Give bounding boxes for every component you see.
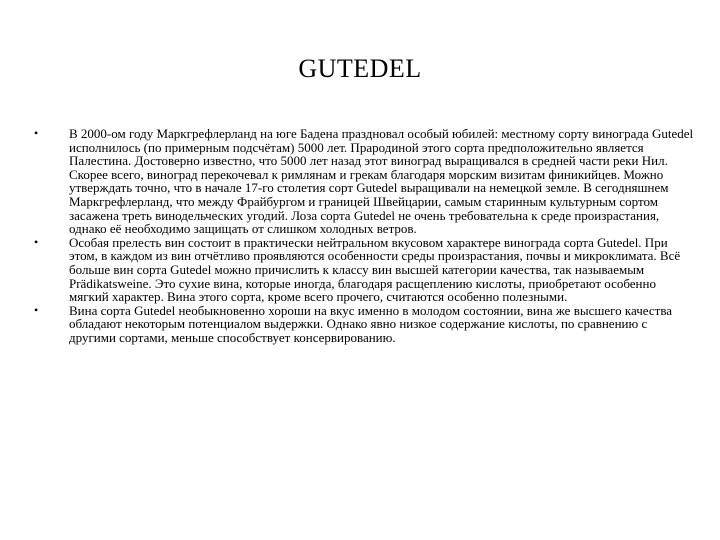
bullet-item-origin <box>34 127 694 236</box>
bullet-item-character <box>34 236 694 304</box>
bullet-dot-icon: • <box>34 234 39 249</box>
bullet-text-character: Особая прелесть вин состоит в практически нейтральном вкусовом характере винограда сорта Gutedel. При этом, в каждом из вин отчётливо проявляются особенности среды произрастания, почвы и микроклимата. Всё больше вин сорта Gutedel можно причислить к классу вин высшей категории качества, так называемым Prädikatsweine. Это сухие вина, которые иногда, благодаря расщеплению кислоты, приобретают особенно мягкий характер. Вина этого сорта, кроме всего прочего, считаются особенно полезными. <box>69 234 681 305</box>
slide-title: GUTEDEL <box>298 54 422 83</box>
bullet-text-origin: В 2000-ом году Маркгрефлерланд на юге Бадена праздновал особый юбилей: местному сорту винограда Gutedel исполнилось (по примерным подсчётам) 5000 лет. Прародиной этого сорта предположительно является Палестина. Достоверно известно, что 5000 лет назад этот виноград выращивался в средней части реки Нил. Скорее всего, виноград перекочевал к римлянам и грекам благодаря морским визитам финикийцев. Можно утверждать точно, что в начале 17-го столетия сорт Gutedel выращивали на немецкой земле. В сегодняшнем Маркгрефлерланд, что между Фрайбургом и границей Швейцарии, самым старинным культурным сортом засажена треть винодельческих угодий. Лоза сорта Gutedel не очень требовательна к среде произрастания, однако её необходимо защищать от слишком холодных ветров. <box>69 126 694 237</box>
bullet-text-aging: Вина сорта Gutedel необыкновенно хороши на вкус именно в молодом состоянии, вина же высшего качества обладают некоторым потенциалом выдержки. Однако явно низкое содержание кислоты, по сравнению с другими сортами, меньше способствует консервированию. <box>69 302 673 345</box>
bullet-list <box>34 127 694 345</box>
bullet-item-aging <box>34 304 694 345</box>
bullet-dot-icon: • <box>34 302 39 317</box>
bullet-dot-icon: • <box>34 126 39 140</box>
